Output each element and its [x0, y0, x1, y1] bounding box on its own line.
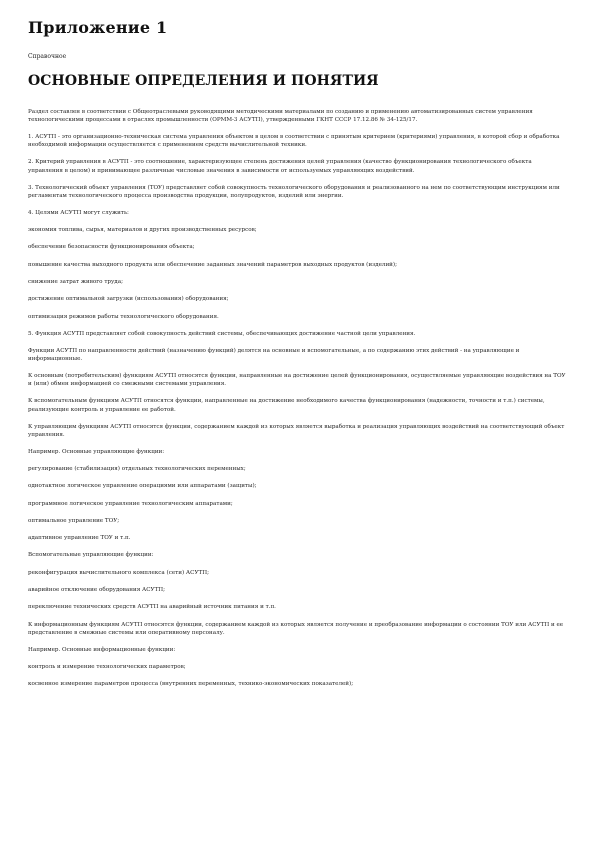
- paragraph: адаптивное управление ТОУ и т.п.: [28, 535, 131, 542]
- paragraph: регулирование (стабилизация) отдельных технологических переменных;: [28, 466, 246, 472]
- paragraph: 1. АСУТП - это организационно-техническая система управления объектом в целом в соответствии с принятым критерием (критериями) управления, в которой сбор и обработка необходимой информации осуществляется с применением средств вычислительной техники.: [28, 134, 560, 149]
- reference-label: Справочное: [28, 53, 67, 60]
- paragraph: Например. Основные информационные функции:: [28, 646, 176, 653]
- paragraph: косвенное измерение параметров процесса (внутренних переменных, технико-экономических показателей);: [28, 681, 354, 688]
- paragraph: обеспечение безопасности функционирования объекта;: [28, 244, 195, 251]
- paragraph: однотактное логическое управление операциями или аппаратами (защиты);: [28, 483, 257, 490]
- paragraph: оптимизация режимов работы технологического оборудования.: [28, 313, 219, 320]
- main-heading: ОСНОВНЫЕ ОПРЕДЕЛЕНИЯ И ПОНЯТИЯ: [28, 73, 379, 89]
- paragraph: 2. Критерий управления в АСУТП - это соотношение, характеризующее степень достижения целей управления (качество функционирования технологического объекта управления в целом) и принимающее различные числовые значения в зависимости от используемых управляющих воздействий.: [28, 159, 532, 174]
- paragraph: К информационным функциям АСУТП относятся функции, содержанием каждой из которых является получение и преобразование информации о состоянии ТОУ или АСУТП и ее представление в смежные системы или оперативному персоналу.: [28, 621, 564, 636]
- paragraph: К вспомогательным функциям АСУТП относятся функции, направленные на достижение необходимого качества функционирования (надежности, точности и т.п.) системы, реализующие контроль и управление ее работой.: [28, 398, 545, 413]
- paragraph: аварийное отключение оборудования АСУТП;: [28, 587, 166, 594]
- paragraph: Функции АСУТП по направленности действий (назначению функций) делятся на основные и вспомогательные, а по содержанию этих действий - на управляющие и информационные.: [28, 347, 520, 363]
- paragraph: 5. Функция АСУТП представляет собой совокупность действий системы, обеспечивающих достижение частной цели управления.: [28, 330, 416, 337]
- appendix-title: Приложение 1: [28, 18, 168, 37]
- paragraph: Вспомогательные управляющие функции:: [28, 552, 154, 559]
- paragraph: К основным (потребительским) функциям АСУТП относятся функции, направленные на достижение целей функционирования, осуществляемые управляющие воздействия на ТОУ и (или) обмен информацией со смежными системами управления.: [28, 373, 566, 388]
- paragraph: Раздел составлен в соответствии с Общеотраслевыми руководящими методическими материалами по созданию и применению автоматизированных систем управления технологическими процессами в отраслях промышленности (ОРММ-3 АСУТП), утвержденными ГКНТ СССР 17.12.86 № 34-125/17.: [28, 109, 533, 124]
- paragraph: экономия топлива, сырья, материалов и других производственных ресурсов;: [28, 227, 257, 234]
- paragraph: достижение оптимальной загрузки (использования) оборудования;: [28, 296, 229, 303]
- paragraph: 4. Целями АСУТП могут служить:: [28, 209, 129, 216]
- paragraph: реконфигурация вычислительного комплекса (сети) АСУТП;: [28, 569, 209, 576]
- paragraph: К управляющим функциям АСУТП относятся функции, содержанием каждой из которых является выработка и реализация управляющих воздействий на соответствующий объект управления.: [28, 423, 565, 438]
- paragraph: контроль и измерение технологических параметров;: [28, 664, 186, 671]
- document-body: [28, 108, 568, 698]
- paragraph: программное логическое управление технологическим аппаратами;: [28, 500, 233, 507]
- paragraph: Например. Основные управляющие функции:: [28, 448, 165, 455]
- paragraph: переключение технических средств АСУТП на аварийный источник питания и т.п.: [28, 604, 276, 611]
- paragraph: оптимальное управление ТОУ;: [28, 517, 120, 524]
- paragraph: снижение затрат живого труда;: [28, 279, 123, 285]
- paragraph: повышение качества выходного продукта или обеспечение заданных значений параметров выходных продуктов (изделий);: [28, 261, 397, 268]
- paragraph: 3. Технологический объект управления (ТОУ) представляет собой совокупность технологического оборудования и реализованного на нем по соответствующим инструкциям или регламентам технологического процесса производства продукции, полупродуктов, изделий или энергии.: [28, 184, 560, 199]
